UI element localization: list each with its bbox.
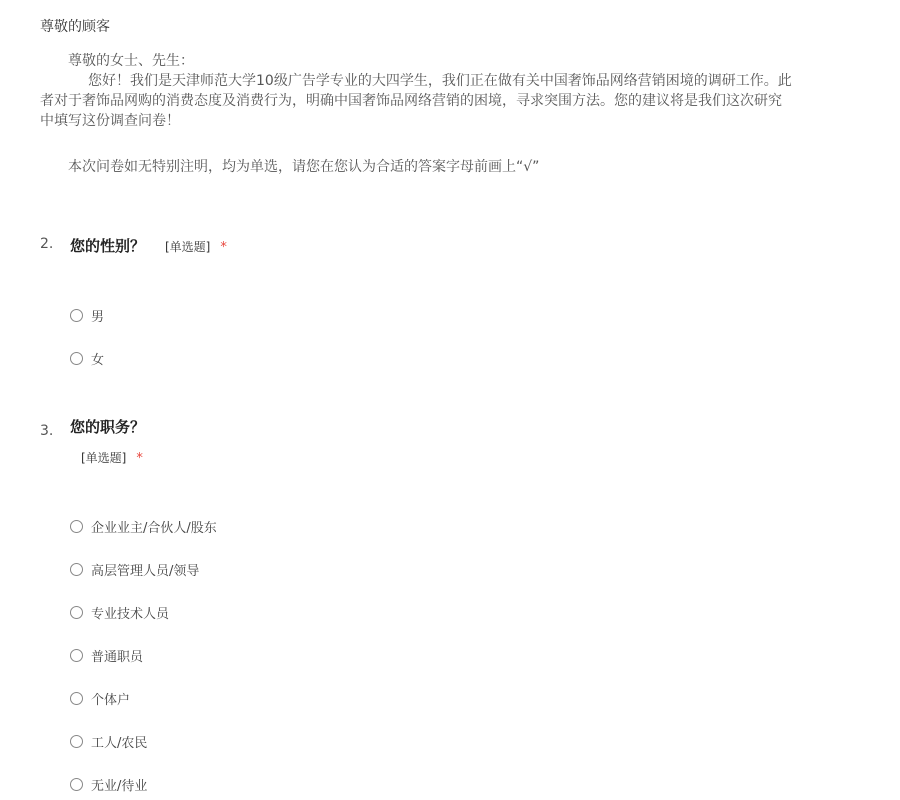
question-type: [81, 449, 143, 466]
option-label: 无业/待业: [91, 778, 148, 794]
option-female[interactable]: [70, 348, 104, 368]
radio-button[interactable]: [70, 563, 83, 576]
option-label: 普通职员: [91, 649, 144, 665]
radio-button[interactable]: [70, 606, 83, 619]
intro-salutation: 尊敬的女士、先生：: [68, 53, 194, 69]
radio-button[interactable]: [70, 649, 83, 662]
option-male[interactable]: [70, 305, 104, 325]
option-label: 专业技术人员: [91, 606, 170, 622]
option-label: 女: [91, 352, 105, 368]
question-type: [165, 238, 227, 255]
radio-button[interactable]: [70, 520, 83, 533]
option-technical-staff[interactable]: [70, 602, 169, 622]
question-title: 您的职务？: [70, 418, 146, 436]
page-title: 尊敬的顾客: [40, 19, 110, 35]
radio-button[interactable]: [70, 692, 83, 705]
required-mark: *: [136, 451, 143, 466]
option-senior-manager[interactable]: [70, 559, 199, 579]
question-number: 2.: [40, 236, 54, 252]
option-unemployed[interactable]: [70, 774, 147, 794]
required-mark: *: [220, 240, 227, 255]
option-self-employed[interactable]: [70, 688, 130, 708]
question-number: 3.: [40, 423, 54, 439]
intro-text: [40, 51, 900, 177]
option-worker-farmer[interactable]: [70, 731, 147, 751]
radio-button[interactable]: [70, 352, 83, 365]
option-label: 企业业主/合伙人/股东: [91, 520, 217, 536]
option-owner-partner[interactable]: [70, 516, 217, 536]
option-label: 工人/农民: [91, 735, 148, 751]
option-employee[interactable]: [70, 645, 143, 665]
question-type-label: [单选题]: [81, 451, 127, 465]
question-type-label: [单选题]: [165, 240, 211, 254]
intro-line-3: 中填写这份调查问卷！: [40, 113, 180, 129]
radio-button[interactable]: [70, 778, 83, 791]
radio-button[interactable]: [70, 735, 83, 748]
question-title: 您的性别？: [70, 237, 146, 255]
intro-line-2: 者对于奢饰品网购的消费态度及消费行为，明确中国奢饰品网络营销的困境，寻求突围方法。您的建议将是我们这次研究: [40, 93, 782, 109]
radio-button[interactable]: [70, 309, 83, 322]
option-label: 男: [91, 309, 105, 325]
intro-line-1: 您好！我们是天津师范大学10级广告学专业的大四学生，我们正在做有关中国奢饰品网络营销困境的调研工作。此: [88, 73, 792, 89]
option-label: 个体户: [91, 692, 131, 708]
option-label: 高层管理人员/领导: [91, 563, 200, 579]
intro-note: 本次问卷如无特别注明，均为单选，请您在您认为合适的答案字母前画上“√”: [68, 159, 540, 175]
